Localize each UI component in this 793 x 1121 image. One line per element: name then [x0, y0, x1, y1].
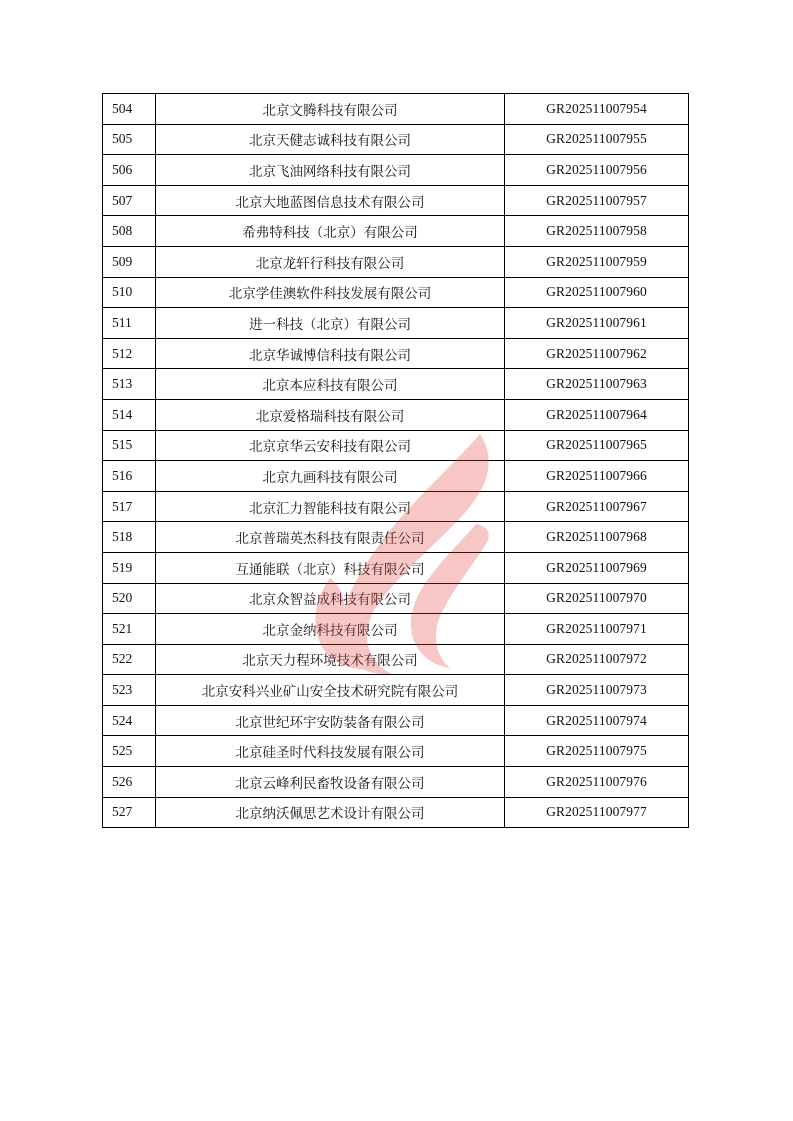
table-row	[103, 185, 689, 216]
certificate-code-cell: GR202511007977	[505, 797, 689, 828]
company-name-cell: 北京天健志诚科技有限公司	[156, 124, 505, 155]
row-number-cell: 509	[103, 246, 156, 277]
row-number-cell: 521	[103, 614, 156, 645]
row-number-cell: 517	[103, 491, 156, 522]
table-row	[103, 246, 689, 277]
company-name-cell: 北京文腾科技有限公司	[156, 94, 505, 125]
company-name-cell: 北京汇力智能科技有限公司	[156, 491, 505, 522]
certificate-code-cell: GR202511007971	[505, 614, 689, 645]
row-number-cell: 505	[103, 124, 156, 155]
certificate-code-cell: GR202511007958	[505, 216, 689, 247]
table-row	[103, 522, 689, 553]
row-number-cell: 518	[103, 522, 156, 553]
certificate-code-cell: GR202511007956	[505, 155, 689, 186]
table-row	[103, 124, 689, 155]
row-number-cell: 515	[103, 430, 156, 461]
row-number-cell: 520	[103, 583, 156, 614]
row-number-cell: 523	[103, 675, 156, 706]
company-list-table	[102, 93, 689, 828]
table-row	[103, 705, 689, 736]
table-row	[103, 491, 689, 522]
certificate-code-cell: GR202511007963	[505, 369, 689, 400]
certificate-code-cell: GR202511007954	[505, 94, 689, 125]
table-row	[103, 583, 689, 614]
row-number-cell: 511	[103, 308, 156, 339]
company-name-cell: 北京飞油网络科技有限公司	[156, 155, 505, 186]
row-number-cell: 513	[103, 369, 156, 400]
company-name-cell: 北京学佳澳软件科技发展有限公司	[156, 277, 505, 308]
row-number-cell: 512	[103, 338, 156, 369]
row-number-cell: 527	[103, 797, 156, 828]
certificate-code-cell: GR202511007959	[505, 246, 689, 277]
company-name-cell: 北京九画科技有限公司	[156, 461, 505, 492]
certificate-code-cell: GR202511007974	[505, 705, 689, 736]
certificate-code-cell: GR202511007968	[505, 522, 689, 553]
row-number-cell: 526	[103, 767, 156, 798]
table-row	[103, 94, 689, 125]
certificate-code-cell: GR202511007967	[505, 491, 689, 522]
certificate-code-cell: GR202511007961	[505, 308, 689, 339]
company-name-cell: 北京众智益成科技有限公司	[156, 583, 505, 614]
row-number-cell: 516	[103, 461, 156, 492]
table-row	[103, 797, 689, 828]
company-name-cell: 北京硅圣时代科技发展有限公司	[156, 736, 505, 767]
table-row	[103, 308, 689, 339]
company-name-cell: 北京爱格瑞科技有限公司	[156, 399, 505, 430]
table-row	[103, 338, 689, 369]
certificate-code-cell: GR202511007970	[505, 583, 689, 614]
company-name-cell: 北京金纳科技有限公司	[156, 614, 505, 645]
company-name-cell: 互通能联（北京）科技有限公司	[156, 552, 505, 583]
certificate-code-cell: GR202511007955	[505, 124, 689, 155]
table-body	[103, 94, 689, 828]
company-name-cell: 北京本应科技有限公司	[156, 369, 505, 400]
table-row	[103, 277, 689, 308]
certificate-code-cell: GR202511007962	[505, 338, 689, 369]
row-number-cell: 506	[103, 155, 156, 186]
company-name-cell: 进一科技（北京）有限公司	[156, 308, 505, 339]
table-row	[103, 461, 689, 492]
row-number-cell: 504	[103, 94, 156, 125]
table-row	[103, 216, 689, 247]
table-row	[103, 614, 689, 645]
certificate-code-cell: GR202511007973	[505, 675, 689, 706]
certificate-code-cell: GR202511007969	[505, 552, 689, 583]
row-number-cell: 525	[103, 736, 156, 767]
company-name-cell: 北京纳沃佩思艺术设计有限公司	[156, 797, 505, 828]
company-name-cell: 北京京华云安科技有限公司	[156, 430, 505, 461]
table-row	[103, 675, 689, 706]
certificate-code-cell: GR202511007972	[505, 644, 689, 675]
company-name-cell: 北京普瑞英杰科技有限责任公司	[156, 522, 505, 553]
table-row	[103, 736, 689, 767]
certificate-code-cell: GR202511007957	[505, 185, 689, 216]
certificate-code-cell: GR202511007965	[505, 430, 689, 461]
company-name-cell: 希弗特科技（北京）有限公司	[156, 216, 505, 247]
table-row	[103, 369, 689, 400]
company-name-cell: 北京华诚博信科技有限公司	[156, 338, 505, 369]
company-name-cell: 北京云峰利民畜牧设备有限公司	[156, 767, 505, 798]
row-number-cell: 514	[103, 399, 156, 430]
company-name-cell: 北京天力程环境技术有限公司	[156, 644, 505, 675]
certificate-code-cell: GR202511007976	[505, 767, 689, 798]
certificate-code-cell: GR202511007960	[505, 277, 689, 308]
company-name-cell: 北京大地蓝图信息技术有限公司	[156, 185, 505, 216]
company-name-cell: 北京龙轩行科技有限公司	[156, 246, 505, 277]
row-number-cell: 510	[103, 277, 156, 308]
table-row	[103, 155, 689, 186]
certificate-code-cell: GR202511007975	[505, 736, 689, 767]
row-number-cell: 524	[103, 705, 156, 736]
company-name-cell: 北京安科兴业矿山安全技术研究院有限公司	[156, 675, 505, 706]
table-row	[103, 767, 689, 798]
table-row	[103, 399, 689, 430]
certificate-code-cell: GR202511007966	[505, 461, 689, 492]
certificate-code-cell: GR202511007964	[505, 399, 689, 430]
row-number-cell: 522	[103, 644, 156, 675]
table-row	[103, 552, 689, 583]
row-number-cell: 508	[103, 216, 156, 247]
table-row	[103, 430, 689, 461]
row-number-cell: 507	[103, 185, 156, 216]
company-name-cell: 北京世纪环宇安防装备有限公司	[156, 705, 505, 736]
table-row	[103, 644, 689, 675]
row-number-cell: 519	[103, 552, 156, 583]
